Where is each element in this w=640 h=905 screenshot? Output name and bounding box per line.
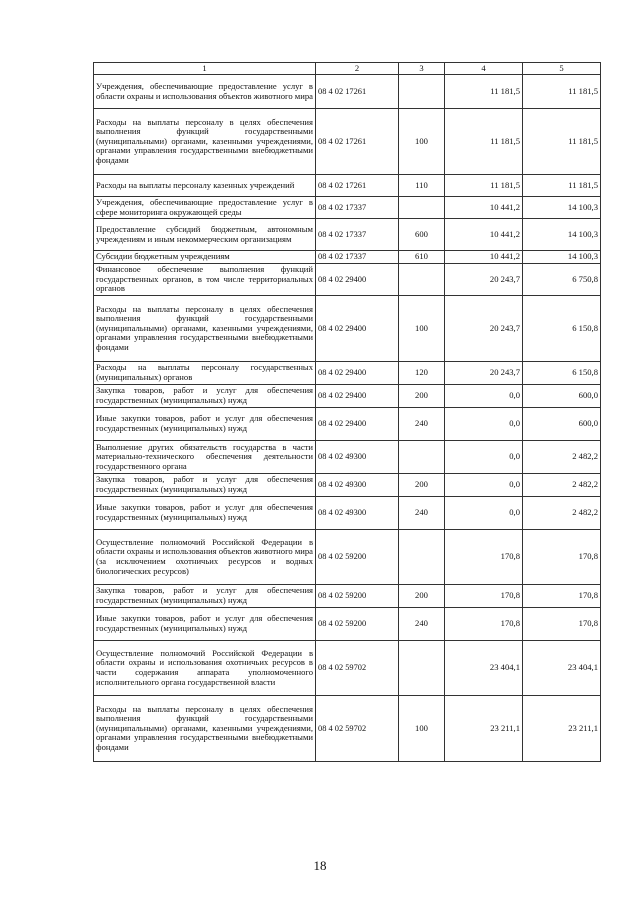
- row-amount-col4: 11 181,5: [445, 75, 523, 109]
- row-description: Учреждения, обеспечивающие предоставление услуг в области охраны и использования объектов животного мира: [94, 75, 316, 109]
- table-row: [94, 441, 601, 474]
- row-amount-col5: 170,8: [523, 530, 601, 585]
- table-row: [94, 109, 601, 175]
- table-row: [94, 197, 601, 219]
- row-amount-col5: 14 100,3: [523, 197, 601, 219]
- row-description: Закупка товаров, работ и услуг для обеспечения государственных (муниципальных) нужд: [94, 474, 316, 497]
- row-expense-type: 240: [399, 497, 445, 530]
- row-amount-col4: 10 441,2: [445, 219, 523, 251]
- table-row: [94, 75, 601, 109]
- row-expense-type: 120: [399, 362, 445, 385]
- row-amount-col4: 0,0: [445, 385, 523, 408]
- table-row: [94, 251, 601, 264]
- row-amount-col5: 14 100,3: [523, 251, 601, 264]
- row-amount-col5: 170,8: [523, 585, 601, 608]
- row-target-code: 08 4 02 59200: [316, 530, 399, 585]
- table-header-row: [94, 63, 601, 75]
- row-expense-type: [399, 441, 445, 474]
- row-amount-col4: 0,0: [445, 441, 523, 474]
- row-amount-col5: 11 181,5: [523, 175, 601, 197]
- row-amount-col5: 6 150,8: [523, 296, 601, 362]
- row-target-code: 08 4 02 59702: [316, 696, 399, 762]
- table-row: [94, 530, 601, 585]
- row-target-code: 08 4 02 49300: [316, 474, 399, 497]
- row-description: Предоставление субсидий бюджетным, автономным учреждениям и иным некоммерческим организациям: [94, 219, 316, 251]
- row-description: Учреждения, обеспечивающие предоставление услуг в сфере мониторинга окружающей среды: [94, 197, 316, 219]
- table-row: [94, 385, 601, 408]
- row-amount-col5: 170,8: [523, 608, 601, 641]
- row-target-code: 08 4 02 29400: [316, 385, 399, 408]
- row-expense-type: [399, 197, 445, 219]
- row-description: Иные закупки товаров, работ и услуг для обеспечения государственных (муниципальных) нужд: [94, 497, 316, 530]
- row-description: Финансовое обеспечение выполнения функций государственных органов, в том числе территориальных органов: [94, 264, 316, 296]
- header-col-5: 5: [523, 63, 601, 75]
- row-amount-col4: 10 441,2: [445, 251, 523, 264]
- row-expense-type: 200: [399, 474, 445, 497]
- row-amount-col5: 11 181,5: [523, 75, 601, 109]
- row-expense-type: [399, 264, 445, 296]
- table-row: [94, 408, 601, 441]
- row-amount-col5: 2 482,2: [523, 474, 601, 497]
- row-amount-col4: 20 243,7: [445, 264, 523, 296]
- row-target-code: 08 4 02 29400: [316, 296, 399, 362]
- row-target-code: 08 4 02 29400: [316, 362, 399, 385]
- row-target-code: 08 4 02 59702: [316, 641, 399, 696]
- row-amount-col5: 14 100,3: [523, 219, 601, 251]
- row-amount-col4: 170,8: [445, 585, 523, 608]
- row-target-code: 08 4 02 49300: [316, 441, 399, 474]
- row-amount-col4: 23 211,1: [445, 696, 523, 762]
- row-expense-type: [399, 641, 445, 696]
- row-expense-type: 200: [399, 585, 445, 608]
- row-expense-type: 600: [399, 219, 445, 251]
- row-amount-col5: 2 482,2: [523, 441, 601, 474]
- row-amount-col4: 10 441,2: [445, 197, 523, 219]
- row-target-code: 08 4 02 29400: [316, 408, 399, 441]
- table-row: [94, 641, 601, 696]
- row-description: Расходы на выплаты персоналу в целях обеспечения выполнения функций государственными (муниципальными) органами, казенными учреждениями, органами управления государственными внебюджетными фондами: [94, 296, 316, 362]
- table-row: [94, 264, 601, 296]
- row-amount-col5: 2 482,2: [523, 497, 601, 530]
- row-description: Иные закупки товаров, работ и услуг для обеспечения государственных (муниципальных) нужд: [94, 408, 316, 441]
- row-description: Расходы на выплаты персоналу в целях обеспечения выполнения функций государственными (муниципальными) органами, казенными учреждениями, органами управления государственными внебюджетными фондами: [94, 109, 316, 175]
- row-expense-type: 100: [399, 109, 445, 175]
- row-amount-col5: 23 211,1: [523, 696, 601, 762]
- row-description: Закупка товаров, работ и услуг для обеспечения государственных (муниципальных) нужд: [94, 385, 316, 408]
- row-amount-col4: 11 181,5: [445, 175, 523, 197]
- table-row: [94, 608, 601, 641]
- row-target-code: 08 4 02 17337: [316, 251, 399, 264]
- row-amount-col5: 23 404,1: [523, 641, 601, 696]
- table-row: [94, 585, 601, 608]
- row-amount-col4: 0,0: [445, 497, 523, 530]
- row-description: Закупка товаров, работ и услуг для обеспечения государственных (муниципальных) нужд: [94, 585, 316, 608]
- budget-table: [93, 62, 601, 762]
- row-amount-col5: 600,0: [523, 385, 601, 408]
- row-target-code: 08 4 02 17261: [316, 175, 399, 197]
- table-row: [94, 696, 601, 762]
- row-expense-type: 610: [399, 251, 445, 264]
- row-expense-type: [399, 75, 445, 109]
- table-row: [94, 474, 601, 497]
- row-amount-col4: 20 243,7: [445, 296, 523, 362]
- row-amount-col4: 11 181,5: [445, 109, 523, 175]
- row-target-code: 08 4 02 17261: [316, 75, 399, 109]
- row-description: Осуществление полномочий Российской Федерации в области охраны и использования охотничьих ресурсов в части содержания аппарата уполномоченного исполнительного органа государственной власти: [94, 641, 316, 696]
- row-description: Выполнение других обязательств государства в части материально-технического обеспечения деятельности государственного органа: [94, 441, 316, 474]
- row-description: Расходы на выплаты персоналу в целях обеспечения выполнения функций государственными (муниципальными) органами, казенными учреждениями, органами управления государственными внебюджетными фондами: [94, 696, 316, 762]
- row-amount-col4: 0,0: [445, 408, 523, 441]
- row-expense-type: 110: [399, 175, 445, 197]
- row-description: Субсидии бюджетным учреждениям: [94, 251, 316, 264]
- table-row: [94, 219, 601, 251]
- row-target-code: 08 4 02 59200: [316, 608, 399, 641]
- row-target-code: 08 4 02 59200: [316, 585, 399, 608]
- header-col-4: 4: [445, 63, 523, 75]
- page-number: 18: [313, 858, 327, 873]
- table-row: [94, 362, 601, 385]
- table-row: [94, 497, 601, 530]
- row-target-code: 08 4 02 49300: [316, 497, 399, 530]
- row-amount-col4: 0,0: [445, 474, 523, 497]
- row-amount-col5: 11 181,5: [523, 109, 601, 175]
- row-target-code: 08 4 02 17337: [316, 219, 399, 251]
- row-amount-col4: 170,8: [445, 608, 523, 641]
- row-expense-type: 240: [399, 408, 445, 441]
- row-amount-col4: 23 404,1: [445, 641, 523, 696]
- row-description: Расходы на выплаты персоналу государственных (муниципальных) органов: [94, 362, 316, 385]
- row-target-code: 08 4 02 29400: [316, 264, 399, 296]
- row-amount-col5: 6 150,8: [523, 362, 601, 385]
- row-expense-type: 200: [399, 385, 445, 408]
- row-description: Осуществление полномочий Российской Федерации в области охраны и использования объектов животного мира (за исключением охотничьих ресурсов и водных биологических ресурсов): [94, 530, 316, 585]
- row-amount-col5: 6 750,8: [523, 264, 601, 296]
- row-target-code: 08 4 02 17261: [316, 109, 399, 175]
- row-target-code: 08 4 02 17337: [316, 197, 399, 219]
- header-col-1: 1: [94, 63, 316, 75]
- table-body: [94, 75, 601, 762]
- table-row: [94, 175, 601, 197]
- row-description: Расходы на выплаты персоналу казенных учреждений: [94, 175, 316, 197]
- row-expense-type: 240: [399, 608, 445, 641]
- row-amount-col4: 20 243,7: [445, 362, 523, 385]
- row-amount-col4: 170,8: [445, 530, 523, 585]
- row-expense-type: 100: [399, 296, 445, 362]
- row-expense-type: 100: [399, 696, 445, 762]
- header-col-2: 2: [316, 63, 399, 75]
- row-description: Иные закупки товаров, работ и услуг для обеспечения государственных (муниципальных) нужд: [94, 608, 316, 641]
- table-row: [94, 296, 601, 362]
- header-col-3: 3: [399, 63, 445, 75]
- row-amount-col5: 600,0: [523, 408, 601, 441]
- row-expense-type: [399, 530, 445, 585]
